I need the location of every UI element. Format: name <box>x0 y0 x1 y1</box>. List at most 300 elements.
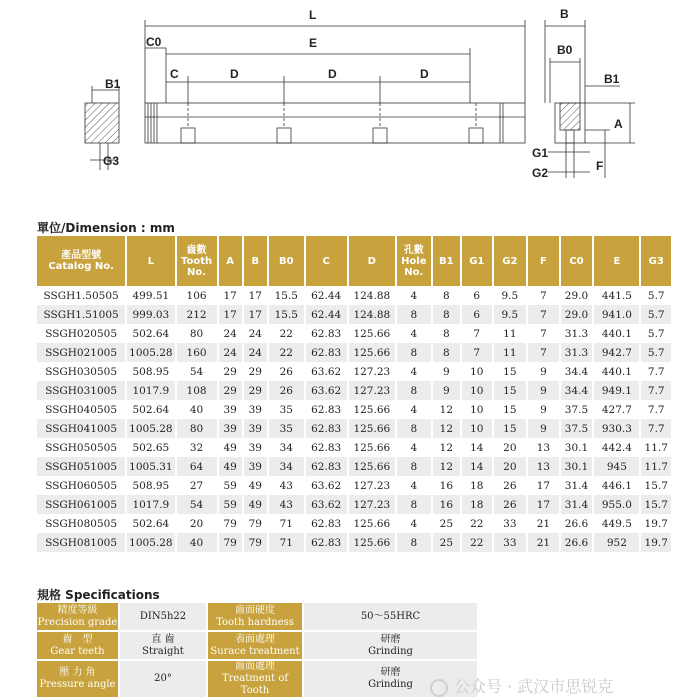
column-header-en: Tooth No. <box>180 255 213 278</box>
table-cell: 13 <box>527 438 560 457</box>
spec-value-text: Straight <box>142 645 184 657</box>
table-cell: 125.66 <box>348 419 396 438</box>
column-header-en: F <box>539 255 547 267</box>
table-cell: 502.64 <box>126 514 175 533</box>
table-cell: 17 <box>243 305 268 324</box>
table-cell: 125.66 <box>348 324 396 343</box>
spec-label-text: Gear teeth <box>50 645 105 657</box>
table-cell: 125.66 <box>348 438 396 457</box>
table-cell: 502.65 <box>126 438 175 457</box>
table-cell: 8 <box>432 305 461 324</box>
table-cell: 11.7 <box>640 438 671 457</box>
table-cell: 62.83 <box>305 343 348 362</box>
table-cell: 26.6 <box>560 533 594 552</box>
table-cell: 20 <box>493 457 528 476</box>
table-cell: 29 <box>243 362 268 381</box>
table-cell: 8 <box>396 457 432 476</box>
spec-value-text: Grinding <box>368 679 413 690</box>
table-cell: 508.95 <box>126 476 175 495</box>
column-header-en: E <box>613 255 621 267</box>
spec-label-text: Treatment of Tooth <box>221 673 289 696</box>
table-cell: 39 <box>218 400 243 419</box>
table-cell: 15 <box>493 400 528 419</box>
spec-table <box>37 603 477 699</box>
table-cell: 7 <box>527 286 560 305</box>
table-cell: 25 <box>432 514 461 533</box>
column-header <box>305 236 348 286</box>
left-section <box>85 103 119 143</box>
table-cell: 63.62 <box>305 476 348 495</box>
column-header <box>348 236 396 286</box>
table-header-row <box>37 236 671 286</box>
table-cell: 4 <box>396 476 432 495</box>
spec-value-text: 直 齒 <box>151 633 175 645</box>
table-cell: 8 <box>396 381 432 400</box>
table-cell: 64 <box>176 457 218 476</box>
table-cell: 124.88 <box>348 305 396 324</box>
table-cell: 127.23 <box>348 381 396 400</box>
table-cell: SSGH061005 <box>37 495 126 514</box>
table-cell: 124.88 <box>348 286 396 305</box>
table-cell: 7 <box>527 343 560 362</box>
table-cell: 22 <box>461 514 492 533</box>
table-cell: 63.62 <box>305 381 348 400</box>
table-cell: 17 <box>243 286 268 305</box>
label-C0: C0 <box>146 35 162 49</box>
table-cell: 14 <box>461 438 492 457</box>
column-header-en: C0 <box>569 255 584 267</box>
table-cell: 62.83 <box>305 533 348 552</box>
table-cell: 49 <box>243 495 268 514</box>
table-cell: 8 <box>396 343 432 362</box>
table-cell: 62.44 <box>305 286 348 305</box>
table-cell: 4 <box>396 400 432 419</box>
table-cell: 5.7 <box>640 343 671 362</box>
table-cell: 7 <box>527 324 560 343</box>
table-cell: 62.83 <box>305 324 348 343</box>
table-row <box>37 381 671 400</box>
spec-value-text: Grinding <box>368 645 413 657</box>
spec-label-text: Surace treatment <box>210 645 300 657</box>
table-cell: 33 <box>493 533 528 552</box>
table-cell: 15 <box>493 419 528 438</box>
dimension-table <box>37 236 671 552</box>
spec-value-text: 50～55HRC <box>360 610 421 622</box>
table-cell: 7 <box>461 343 492 362</box>
table-cell: 39 <box>243 438 268 457</box>
column-header-en: A <box>226 255 234 267</box>
table-cell: 26 <box>493 495 528 514</box>
spec-value <box>303 603 477 631</box>
spec-row <box>37 660 477 698</box>
table-cell: 10 <box>461 362 492 381</box>
column-header <box>126 236 175 286</box>
table-row <box>37 286 671 305</box>
table-cell: 71 <box>268 514 305 533</box>
column-header <box>176 236 218 286</box>
table-cell: 8 <box>432 286 461 305</box>
spec-label-text: 齒面處理 <box>235 661 275 672</box>
table-cell: 930.3 <box>593 419 640 438</box>
table-cell: 941.0 <box>593 305 640 324</box>
table-cell: SSGH051005 <box>37 457 126 476</box>
table-cell: 11.7 <box>640 457 671 476</box>
spec-label-text: Pressure angle <box>39 679 116 690</box>
column-header <box>432 236 461 286</box>
table-cell: 508.95 <box>126 362 175 381</box>
column-header-zh: 齒數 <box>186 244 207 256</box>
table-cell: 8 <box>432 343 461 362</box>
table-cell: 24 <box>243 343 268 362</box>
table-cell: 12 <box>432 400 461 419</box>
table-cell: 16 <box>432 495 461 514</box>
table-cell: 27 <box>176 476 218 495</box>
table-cell: 32 <box>176 438 218 457</box>
table-cell: 7.7 <box>640 419 671 438</box>
table-cell: 8 <box>432 324 461 343</box>
table-cell: 39 <box>243 457 268 476</box>
spec-label <box>207 603 303 631</box>
label-C: C <box>170 67 179 81</box>
table-cell: 49 <box>218 438 243 457</box>
label-D1: D <box>230 67 239 81</box>
table-cell: 71 <box>268 533 305 552</box>
table-cell: 10 <box>461 381 492 400</box>
column-header-en: B0 <box>278 255 294 267</box>
table-cell: 9.5 <box>493 286 528 305</box>
column-header-zh: 孔數 <box>403 244 424 256</box>
table-cell: 108 <box>176 381 218 400</box>
table-cell: 34.4 <box>560 381 594 400</box>
table-cell: 449.5 <box>593 514 640 533</box>
spec-label-text: 表面處理 <box>235 633 275 645</box>
table-row <box>37 400 671 419</box>
table-cell: 19.7 <box>640 514 671 533</box>
table-cell: SSGH040505 <box>37 400 126 419</box>
table-cell: 160 <box>176 343 218 362</box>
table-cell: SSGH031005 <box>37 381 126 400</box>
label-B1-left: B1 <box>105 77 121 91</box>
table-cell: 127.23 <box>348 495 396 514</box>
column-header <box>640 236 671 286</box>
table-cell: 8 <box>396 533 432 552</box>
table-cell: 34.4 <box>560 362 594 381</box>
label-E: E <box>309 36 318 50</box>
table-cell: 11 <box>493 324 528 343</box>
column-header-en: B <box>251 255 260 267</box>
table-cell: 441.5 <box>593 286 640 305</box>
spec-label-text: 壓 力 角 <box>59 667 96 678</box>
rack-technical-drawing <box>0 0 692 215</box>
table-cell: SSGH030505 <box>37 362 126 381</box>
table-cell: 8 <box>396 419 432 438</box>
table-cell: 12 <box>432 457 461 476</box>
table-cell: 35 <box>268 400 305 419</box>
table-cell: SSGH050505 <box>37 438 126 457</box>
spec-row <box>37 631 477 660</box>
table-cell: 14 <box>461 457 492 476</box>
table-cell: 17 <box>527 476 560 495</box>
table-cell: 125.66 <box>348 514 396 533</box>
spec-label <box>37 660 119 698</box>
table-cell: 80 <box>176 419 218 438</box>
table-cell: 446.1 <box>593 476 640 495</box>
table-cell: 25 <box>432 533 461 552</box>
table-cell: 34 <box>268 438 305 457</box>
table-cell: 16 <box>432 476 461 495</box>
table-row <box>37 324 671 343</box>
table-cell: 15.5 <box>268 286 305 305</box>
spec-label <box>207 631 303 660</box>
table-cell: 18 <box>461 495 492 514</box>
column-header <box>461 236 492 286</box>
table-cell: 29.0 <box>560 305 594 324</box>
table-cell: 9 <box>527 362 560 381</box>
column-header-en: Catalog No. <box>48 261 114 272</box>
table-cell: 4 <box>396 324 432 343</box>
table-cell: 59 <box>218 495 243 514</box>
table-cell: 499.51 <box>126 286 175 305</box>
wechat-icon <box>430 679 448 697</box>
spec-label-text: 齒面硬度 <box>235 604 275 616</box>
label-A: A <box>614 117 623 131</box>
column-header <box>396 236 432 286</box>
table-cell: 502.64 <box>126 400 175 419</box>
table-cell: 34 <box>268 457 305 476</box>
table-cell: 37.5 <box>560 400 594 419</box>
table-cell: 40 <box>176 533 218 552</box>
table-cell: 29 <box>243 381 268 400</box>
table-cell: 10 <box>461 400 492 419</box>
table-cell: 17 <box>218 305 243 324</box>
table-cell: 22 <box>268 343 305 362</box>
table-cell: 4 <box>396 362 432 381</box>
table-cell: 7.7 <box>640 400 671 419</box>
table-cell: 31.3 <box>560 343 594 362</box>
table-cell: 212 <box>176 305 218 324</box>
column-header <box>218 236 243 286</box>
column-header-en: L <box>147 255 155 267</box>
table-cell: 63.62 <box>305 362 348 381</box>
table-cell: 15 <box>493 381 528 400</box>
table-cell: 8 <box>396 495 432 514</box>
table-cell: 22 <box>268 324 305 343</box>
table-cell: 59 <box>218 476 243 495</box>
column-header-en: G3 <box>648 255 664 267</box>
table-cell: 5.7 <box>640 286 671 305</box>
table-cell: 502.64 <box>126 324 175 343</box>
table-cell: 43 <box>268 495 305 514</box>
table-cell: 4 <box>396 438 432 457</box>
label-B1-right: B1 <box>604 72 620 86</box>
table-cell: 24 <box>243 324 268 343</box>
table-cell: 15.5 <box>268 305 305 324</box>
table-cell: 30.1 <box>560 457 594 476</box>
table-cell: 127.23 <box>348 362 396 381</box>
table-cell: 26 <box>268 381 305 400</box>
column-header <box>493 236 528 286</box>
table-cell: 1017.9 <box>126 381 175 400</box>
table-row <box>37 457 671 476</box>
table-cell: 24 <box>218 343 243 362</box>
table-row <box>37 514 671 533</box>
table-cell: 11 <box>493 343 528 362</box>
table-cell: 5.7 <box>640 305 671 324</box>
table-cell: 62.83 <box>305 419 348 438</box>
table-cell: SSGH081005 <box>37 533 126 552</box>
column-header <box>268 236 305 286</box>
table-cell: 13 <box>527 457 560 476</box>
table-cell: 29 <box>218 362 243 381</box>
table-cell: 18 <box>461 476 492 495</box>
table-cell: 26.6 <box>560 514 594 533</box>
table-cell: 106 <box>176 286 218 305</box>
table-cell: 10 <box>461 419 492 438</box>
column-header <box>37 236 126 286</box>
table-row <box>37 362 671 381</box>
table-cell: 24 <box>218 324 243 343</box>
table-row <box>37 419 671 438</box>
column-header-en: Hole No. <box>401 255 427 278</box>
table-cell: SSGH041005 <box>37 419 126 438</box>
table-cell: 15 <box>493 362 528 381</box>
table-cell: 26 <box>493 476 528 495</box>
table-cell: 6 <box>461 286 492 305</box>
table-cell: 7.7 <box>640 362 671 381</box>
spec-row <box>37 603 477 631</box>
table-cell: SSGH080505 <box>37 514 126 533</box>
spec-label-text: 精度等級 <box>57 604 98 616</box>
table-row <box>37 343 671 362</box>
table-cell: 49 <box>243 476 268 495</box>
table-cell: 63.62 <box>305 495 348 514</box>
rack-body <box>145 103 525 143</box>
spec-value <box>119 660 207 698</box>
table-cell: 29 <box>218 381 243 400</box>
table-cell: 952 <box>593 533 640 552</box>
table-cell: 8 <box>396 305 432 324</box>
spec-label <box>37 603 119 631</box>
table-cell: 4 <box>396 286 432 305</box>
table-cell: 31.4 <box>560 495 594 514</box>
table-cell: 79 <box>243 533 268 552</box>
table-cell: 21 <box>527 514 560 533</box>
table-cell: 125.66 <box>348 400 396 419</box>
table-cell: 4 <box>396 514 432 533</box>
label-D2: D <box>328 67 337 81</box>
table-cell: 125.66 <box>348 343 396 362</box>
table-cell: 17 <box>218 286 243 305</box>
column-header <box>243 236 268 286</box>
table-cell: 442.4 <box>593 438 640 457</box>
table-cell: 1017.9 <box>126 495 175 514</box>
spec-label-text: Tooth hardness <box>216 616 294 628</box>
table-cell: 62.83 <box>305 438 348 457</box>
table-cell: 945 <box>593 457 640 476</box>
column-header-en: D <box>367 255 376 267</box>
column-header <box>527 236 560 286</box>
table-row <box>37 476 671 495</box>
table-cell: 1005.28 <box>126 343 175 362</box>
table-cell: 9 <box>432 381 461 400</box>
table-cell: 33 <box>493 514 528 533</box>
table-cell: 19.7 <box>640 533 671 552</box>
dimension-title: 單位/Dimension : mm <box>37 221 175 235</box>
watermark: 公众号 · 武汉市思锐克 <box>430 674 692 698</box>
table-cell: 62.44 <box>305 305 348 324</box>
table-cell: 955.0 <box>593 495 640 514</box>
table-cell: 31.4 <box>560 476 594 495</box>
table-cell: 17 <box>527 495 560 514</box>
table-cell: SSGH060505 <box>37 476 126 495</box>
spec-label <box>207 660 303 698</box>
column-header-en: G1 <box>469 255 485 267</box>
table-cell: 20 <box>176 514 218 533</box>
spec-label-text: Precision grade <box>37 616 118 628</box>
label-G2: G2 <box>532 166 549 180</box>
table-cell: 35 <box>268 419 305 438</box>
table-cell: 62.83 <box>305 400 348 419</box>
table-cell: 999.03 <box>126 305 175 324</box>
table-cell: 43 <box>268 476 305 495</box>
column-header <box>560 236 594 286</box>
table-cell: 15.7 <box>640 476 671 495</box>
table-cell: 440.1 <box>593 362 640 381</box>
table-cell: 7 <box>461 324 492 343</box>
table-cell: 39 <box>243 400 268 419</box>
column-header-en: C <box>322 255 330 267</box>
table-row <box>37 305 671 324</box>
table-row <box>37 438 671 457</box>
spec-value-text: 20° <box>154 673 172 684</box>
column-header-en: G2 <box>502 255 518 267</box>
table-cell: SSGH1.50505 <box>37 286 126 305</box>
table-cell: 440.1 <box>593 324 640 343</box>
table-cell: 37.5 <box>560 419 594 438</box>
table-cell: 949.1 <box>593 381 640 400</box>
label-B: B <box>560 7 569 21</box>
label-D3: D <box>420 67 429 81</box>
label-G3: G3 <box>103 154 120 168</box>
spec-value-text: 研磨 <box>380 667 401 678</box>
table-cell: 5.7 <box>640 324 671 343</box>
table-cell: 9 <box>527 400 560 419</box>
table-cell: 79 <box>243 514 268 533</box>
table-cell: 9 <box>432 362 461 381</box>
table-cell: 54 <box>176 362 218 381</box>
column-header <box>593 236 640 286</box>
table-cell: 30.1 <box>560 438 594 457</box>
table-cell: 6 <box>461 305 492 324</box>
table-cell: 427.7 <box>593 400 640 419</box>
table-cell: 127.23 <box>348 476 396 495</box>
table-cell: 1005.31 <box>126 457 175 476</box>
table-cell: 79 <box>218 533 243 552</box>
table-cell: 29.0 <box>560 286 594 305</box>
table-cell: SSGH1.51005 <box>37 305 126 324</box>
column-header-en: B1 <box>439 255 454 267</box>
label-F: F <box>596 159 604 173</box>
table-cell: 9 <box>527 381 560 400</box>
table-cell: 79 <box>218 514 243 533</box>
table-cell: SSGH020505 <box>37 324 126 343</box>
label-G1: G1 <box>532 146 549 160</box>
table-cell: 1005.28 <box>126 419 175 438</box>
label-L: L <box>309 8 317 22</box>
table-cell: 40 <box>176 400 218 419</box>
table-cell: 39 <box>218 419 243 438</box>
table-cell: 62.83 <box>305 457 348 476</box>
